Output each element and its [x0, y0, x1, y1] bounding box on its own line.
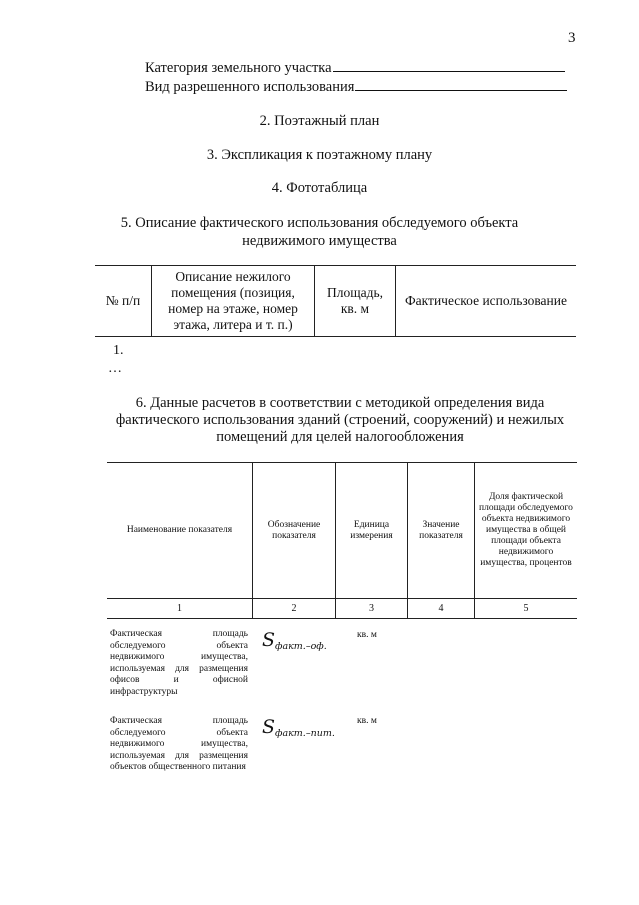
- col-number-header: № п/п: [95, 266, 152, 337]
- indicator-office-area-name: Фактическая площадь обследуемого объекта недвижимого имущества, используемая для размещения офисов и офисной инфраструктуры: [110, 629, 248, 697]
- symbol-subscript: факт.–оф.: [275, 641, 327, 652]
- section-5-title-line-2: недвижимого имущества: [242, 233, 397, 249]
- column-number: 3: [336, 599, 408, 619]
- col-actual-use-header: Фактическое использование: [396, 266, 577, 337]
- symbol-letter: S: [262, 629, 276, 651]
- section-4-title: 4. Фототаблица: [271, 180, 368, 196]
- page-number: 3: [568, 30, 576, 46]
- section-2-title: 2. Поэтажный план: [259, 113, 380, 129]
- section-3-title: 3. Экспликация к поэтажному плану: [206, 147, 433, 163]
- col-value-header: Значение показателя: [408, 463, 475, 599]
- column-number: 2: [253, 599, 336, 619]
- symbol-subscript: факт.–пит.: [275, 728, 335, 739]
- indicator-office-area-unit: кв. м: [357, 630, 377, 640]
- permitted-use-label: Вид разрешенного использования: [145, 79, 355, 95]
- column-number: 4: [408, 599, 475, 619]
- land-category-field: [145, 60, 565, 77]
- list-item: …: [108, 361, 122, 376]
- indicator-office-area-symbol: [262, 629, 327, 651]
- col-unit-header: Единица измерения: [336, 463, 408, 599]
- column-number: 1: [107, 599, 253, 619]
- list-item: 1.: [113, 343, 124, 358]
- indicator-catering-area-unit: кв. м: [357, 716, 377, 726]
- permitted-use-blank: [355, 89, 567, 91]
- usage-description-table: [95, 265, 576, 337]
- indicator-catering-area-symbol: [262, 716, 335, 738]
- column-number: 5: [475, 599, 578, 619]
- section-5-title-line-1: 5. Описание фактического использования обследуемого объекта: [120, 215, 519, 231]
- section-6-title-line-2: фактического использования зданий (строений, сооружений) и нежилых: [115, 412, 565, 428]
- permitted-use-field: [145, 79, 567, 96]
- section-6-title-line-1: 6. Данные расчетов в соответствии с методикой определения вида: [135, 395, 545, 411]
- col-indicator-name-header: Наименование показателя: [107, 463, 253, 599]
- col-symbol-header: Обозначение показателя: [253, 463, 336, 599]
- land-category-blank: [333, 70, 565, 72]
- col-share-header: Доля фактической площади обследуемого объекта недвижимого имущества в общей площади объекта недвижимого имущества, процентов: [475, 463, 578, 599]
- indicator-catering-area-name: Фактическая площадь обследуемого объекта недвижимого имущества, используемая для размещения объектов общественного питания: [110, 716, 248, 772]
- section-6-title-line-3: помещений для целей налогообложения: [216, 429, 464, 445]
- calculation-table: [107, 462, 577, 619]
- symbol-letter: S: [262, 716, 276, 738]
- land-category-label: Категория земельного участка: [145, 60, 332, 76]
- col-description-header: Описание нежилого помещения (позиция, номер на этаже, номер этажа, литера и т. п.): [152, 266, 315, 337]
- col-area-header: Площадь, кв. м: [315, 266, 396, 337]
